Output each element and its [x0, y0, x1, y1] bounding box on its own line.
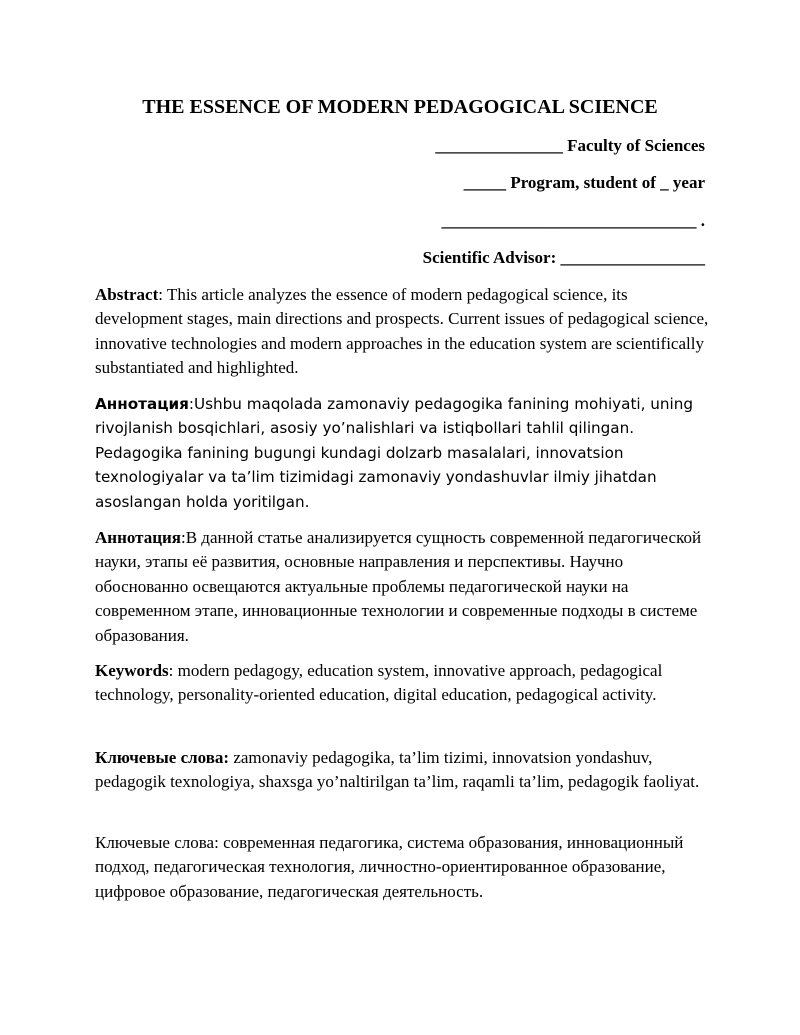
- program-line: _____ Program, student of _ year: [463, 173, 705, 192]
- keywords-uz-label: Ключевые слова:: [95, 748, 230, 767]
- document-title: THE ESSENCE OF MODERN PEDAGOGICAL SCIENCE: [142, 96, 658, 118]
- keywords-en: [95, 659, 710, 708]
- abstract-en-label: Abstract: [95, 285, 159, 304]
- abstract-ru-text: :В данной статье анализируется сущность современной педагогической науки, этапы её развития, основные направления и перспективы. Научно обоснованно освещаются актуальные проблемы педагогической науки на современном этапе, инновационные технологии и современные подходы в системе образования.: [95, 528, 702, 645]
- scientific-advisor-line: Scientific Advisor: _________________: [422, 248, 705, 267]
- keywords-ru: Ключевые слова: современная педагогика, система образования, инновационный подход, педагогическая технология, личностно-ориентированное образование, цифровое образование, педагогическая деятельность.: [95, 833, 684, 901]
- keywords-en-text: : modern pedagogy, education system, innovative approach, pedagogical technology, personality-oriented education, digital education, pedagogical activity.: [95, 661, 663, 705]
- keywords-uz-text: zamonaviy pedagogika, ta’lim tizimi, innovatsion yondashuv, pedagogik texnologiya, shaxsga yo’naltirilgan ta’lim, raqamli ta’lim, pedagogik faoliyat.: [95, 748, 700, 792]
- faculty-line: _______________ Faculty of Sciences: [435, 136, 705, 155]
- abstract-en-text: : This article analyzes the essence of modern pedagogical science, its development stages, main directions and prospects. Current issues of pedagogical science, innovative technologies and modern approaches in the education system are scientifically substantiated and highlighted.: [95, 285, 709, 378]
- abstract-ru: [95, 526, 710, 648]
- abstract-en: [95, 283, 710, 381]
- abstract-uz-text: :Ushbu maqolada zamonaviy pedagogika fanining mohiyati, uning rivojlanish bosqichlari, asosiy yo’nalishlari va istiqbollari tahlil qilingan. Pedagogika fanining bugungi kundagi dolzarb masalalari, innovatsion texnologiyalar va ta’lim tizimidagi zamonaviy yondashuvlar ilmiy jihatdan asoslangan holda yoritilgan.: [95, 395, 694, 511]
- abstract-ru-label: Аннотация: [95, 528, 181, 547]
- keywords-uz: [95, 746, 710, 795]
- abstract-uz-label: Аннотация: [95, 395, 189, 413]
- author-name-line: ______________________________ .: [441, 211, 705, 230]
- keywords-en-label: Keywords: [95, 661, 169, 680]
- abstract-uz: [95, 392, 710, 514]
